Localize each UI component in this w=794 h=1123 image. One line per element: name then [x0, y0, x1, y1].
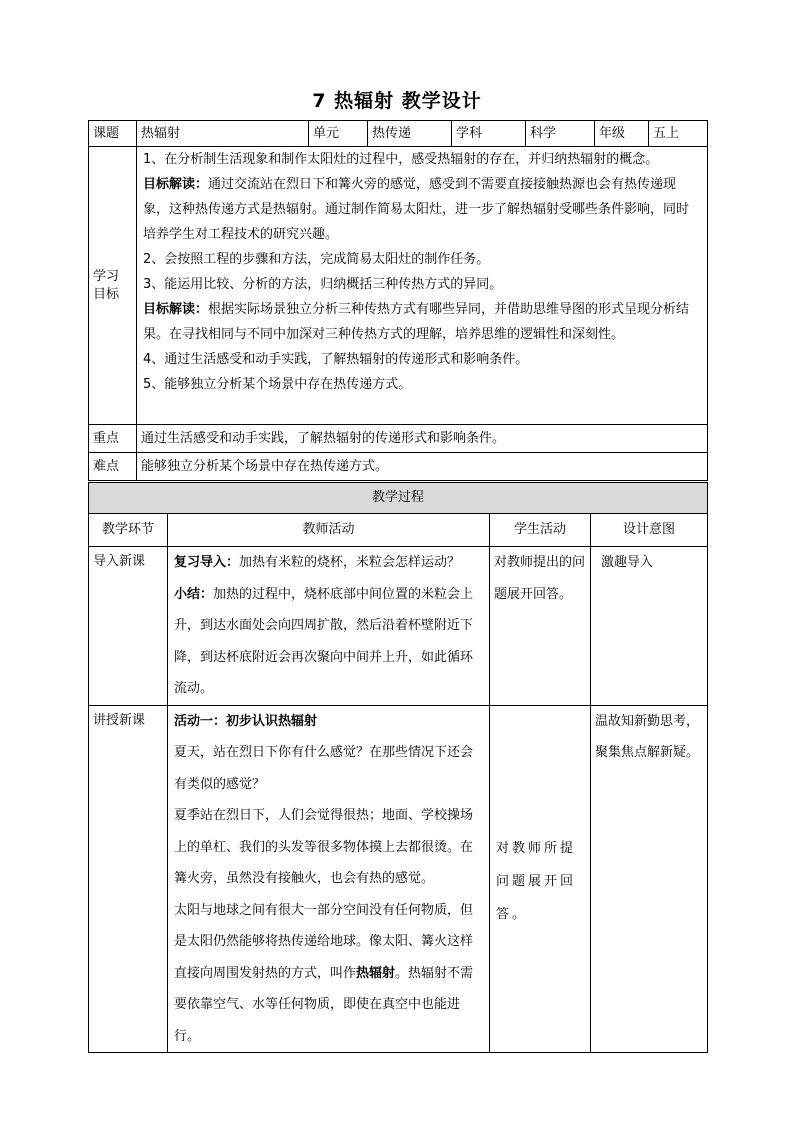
row2-intent-text: 温故知新勤思考，聚集焦点解新疑。	[595, 713, 700, 760]
row2-intent	[591, 705, 708, 1053]
goal-3-note-label: 目标解读：	[143, 302, 209, 317]
unit-value: 热传递	[368, 121, 452, 147]
subject-value: 科学	[526, 121, 595, 147]
header-stage: 教学环节	[89, 514, 168, 547]
row2-teacher	[168, 705, 490, 1053]
row1-teacher	[168, 547, 490, 706]
paragraph-2: 夏季站在烈日下，人们会觉得很热；地面、学校操场上的单杠、我们的头发等很多物体摸上去都很烫。在篝火旁，虽然没有接触火，也会有热的感觉。	[174, 808, 474, 886]
row2-student	[490, 705, 591, 1053]
page-title: 7 热辐射 教学设计	[312, 90, 482, 112]
key-value: 通过生活感受和动手实践，了解热辐射的传递形式和影响条件。	[137, 425, 708, 453]
summary-text: 加热的过程中，烧杯底部中间位置的米粒会上升，到达水面处会向四周扩散，然后沿着杯壁附近下降，到达杯底附近会再次聚向中间并上升，如此循环流动。	[174, 586, 474, 696]
goals-content	[137, 147, 708, 425]
goal-3-note	[143, 297, 701, 347]
goal-3-note-text: 根据实际场景独立分析三种传热方式有哪些异同，并借助思维导图的形式呈现分析结果。在寻找相同与不同中加深对三种传热方式的理解，培养思维的逻辑性和深刻性。	[143, 302, 690, 342]
review-text: 加热有米粒的烧杯，米粒会怎样运动？	[239, 555, 461, 570]
process-band: 教学过程	[89, 483, 708, 514]
subject-label: 学科	[452, 121, 526, 147]
goals-label	[89, 147, 137, 425]
goal-1-note-label: 目标解读：	[143, 177, 209, 192]
topic-value: 热辐射	[137, 121, 309, 147]
term-heat-radiation: 热辐射	[356, 965, 396, 981]
topic-label: 课题	[89, 121, 137, 147]
goals-label-line2: 目标	[93, 286, 120, 302]
goal-4: 4、通过生活感受和动手实践，了解热辐射的传递形式和影响条件。	[143, 352, 529, 367]
row1-student-text: 对教师提出的问题展开回答。	[494, 555, 586, 602]
paragraph-1: 夏天，站在烈日下你有什么感觉？在那些情况下还会有类似的感觉？	[174, 745, 474, 792]
paragraph-3-a: 太阳与地球之间有很大一部分空间没有任何物质，但是太阳仍然能够将热传递给地球。像太阳、篝火这样直接向周围发射热的方式，叫作	[174, 902, 474, 981]
paragraph-3-c: 。热辐射不需要依靠空气、水等任何物质，即使在真空中也能进行。	[174, 965, 474, 1044]
review-label: 复习导入：	[174, 555, 240, 570]
goal-1-note	[143, 172, 701, 247]
row1-intent-text: 激趣导入	[601, 555, 654, 570]
goal-3: 3、能运用比较、分析的方法，归纳概括三种传热方式的异同。	[143, 277, 503, 292]
row1-intent	[591, 547, 708, 706]
paragraph-3	[174, 895, 483, 1053]
review-line	[174, 547, 483, 579]
lesson-info-table	[88, 120, 708, 481]
activity-title: 活动一：初步认识热辐射	[174, 713, 318, 729]
header-student: 学生活动	[490, 514, 591, 547]
difficulty-value: 能够独立分析某个场景中存在热传递方式。	[137, 453, 708, 481]
goal-2: 2、会按照工程的步骤和方法，完成简易太阳灶的制作任务。	[143, 252, 490, 267]
difficulty-label: 难点	[89, 453, 137, 481]
row2-student-text: 对教师所提问题展开回答。	[496, 840, 577, 922]
goals-label-line1: 学习	[93, 268, 120, 284]
teaching-process-table	[88, 482, 708, 1053]
grade-value: 五上	[649, 121, 708, 147]
row2-stage: 讲授新课	[89, 705, 168, 1053]
summary-line	[174, 579, 483, 705]
header-intent: 设计意图	[591, 514, 708, 547]
goal-1-note-text: 通过交流站在烈日下和篝火旁的感觉，感受到不需要直接接触热源也会有热传递现象，这种热传递方式是热辐射。通过制作简易太阳灶，进一步了解热辐射受哪些条件影响，同时培养学生对工程技术的研究兴趣。	[143, 177, 690, 242]
row1-stage: 导入新课	[89, 547, 168, 706]
key-label: 重点	[89, 425, 137, 453]
goal-5: 5、能够独立分析某个场景中存在热传递方式。	[143, 377, 412, 392]
row1-student	[490, 547, 591, 706]
grade-label: 年级	[595, 121, 649, 147]
summary-label: 小结：	[174, 586, 214, 602]
header-teacher: 教师活动	[168, 514, 490, 547]
unit-label: 单元	[309, 121, 368, 147]
goal-1: 1、在分析制生活现象和制作太阳灶的过程中，感受热辐射的存在，并归纳热辐射的概念。	[143, 152, 659, 167]
